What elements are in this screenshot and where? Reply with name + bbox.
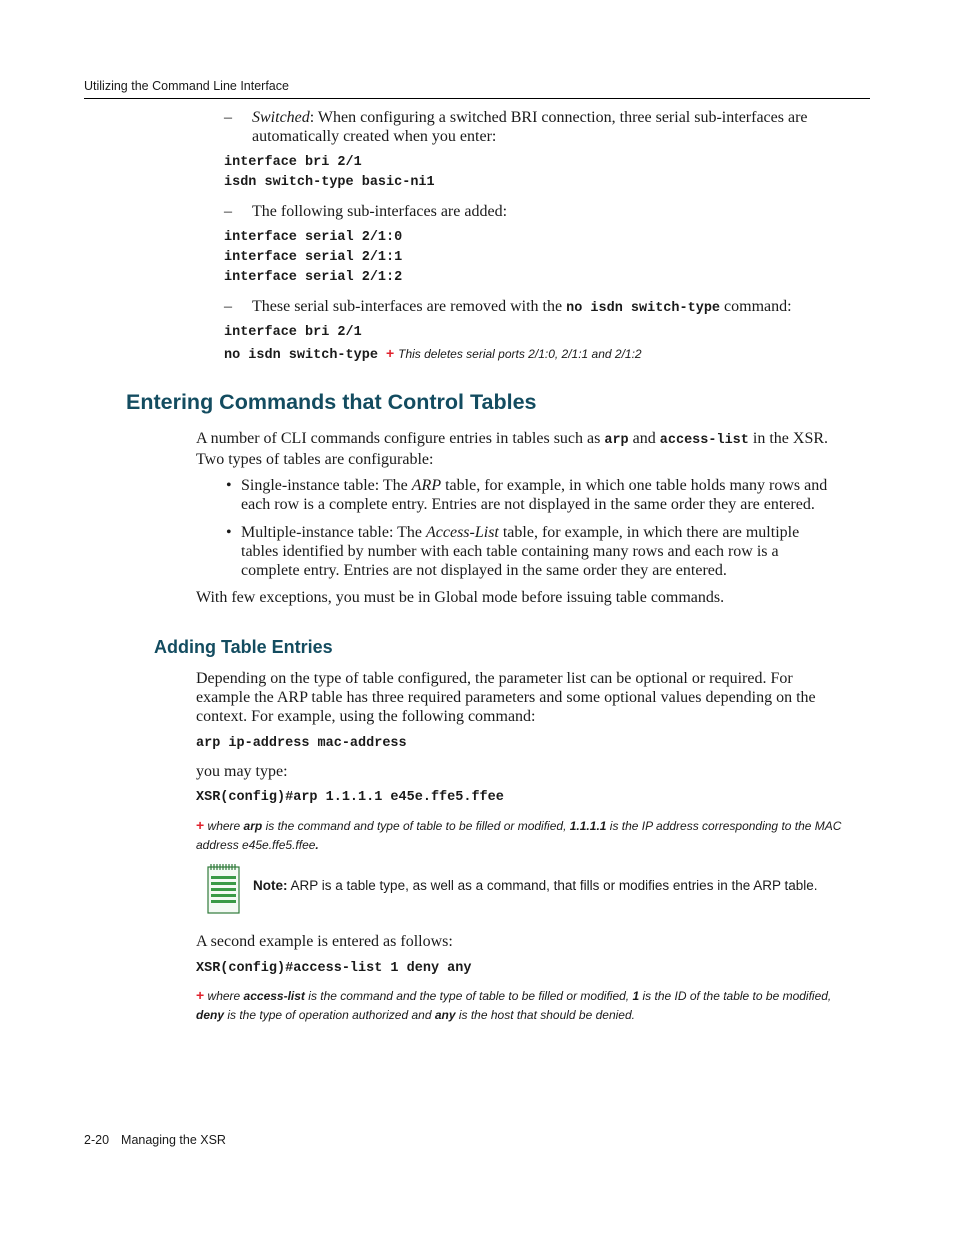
closing-paragraph: With few exceptions, you must be in Global mode before issuing table commands. [196,589,725,606]
code-line: interface bri 2/1 [224,155,362,170]
command-example: XSR(config)#arp 1.1.1.1 e45e.ffe5.ffee [196,790,504,805]
bullet-single-instance: Single-instance table: The ARP table, for example, in which one table holds many rows and each row is a complete entry. Entries are not displayed in the same order they are entered. [241,477,828,513]
second-example-text: A second example is entered as follows: [196,933,453,950]
page-footer [84,1133,226,1147]
switched-paragraph: Switched: When configuring a switched BRI connection, three serial sub-interfaces are automatically created when you enter: [252,109,808,145]
plus-marker: + [385,345,395,361]
code-line: interface serial 2/1:2 [224,270,403,285]
command-syntax: arp ip-address mac-address [196,736,407,751]
dash-marker: – [224,203,232,220]
dash-marker: – [224,298,232,315]
acl-annotation: + where access-list is the command and the type of table to be filled or modified, 1 is the ID of the table to be modified, deny is the type of operation authorized and any is the host that should be denied. [196,987,832,1022]
note-text: Note: ARP is a table type, as well as a command, that fills or modifies entries in the ARP table. [253,878,818,893]
inline-command: no isdn switch-type [566,301,721,316]
you-may-type: you may type: [196,763,288,780]
page-number: 2-20 [84,1133,110,1147]
code-line: interface bri 2/1 [224,325,362,340]
bullet-marker: • [226,477,232,494]
command-example-acl: XSR(config)#access-list 1 deny any [196,961,472,976]
footer-title: Managing the XSR [121,1133,226,1147]
header-rule [84,98,870,99]
subsection-heading: Adding Table Entries [154,637,333,657]
depending-paragraph: Depending on the type of table configured, the parameter list can be optional or required. For example the ARP table has three required parameters and some optional values depending on the context. For example, using the following command: [196,670,816,725]
arp-annotation: + where arp is the command and type of table to be filled or modified, 1.1.1.1 is the IP address corresponding to the MAC address e45e.ffe5.ffee. [196,817,842,852]
code-line: interface serial 2/1:1 [224,250,403,265]
section-heading: Entering Commands that Control Tables [126,390,537,414]
bullet-multiple-instance: Multiple-instance table: The Access-List table, for example, in which there are multiple tables identified by number with each table containing many rows and each row is a complete entry. Entries are not displayed in the same order they are entered. [241,524,800,579]
intro-paragraph: A number of CLI commands configure entries in tables such as arp and access-list in the XSR. Two types of tables are configurable: [196,430,829,468]
removed-text: These serial sub-interfaces are removed with the no isdn switch-type command: [252,298,792,316]
dash-marker: – [224,109,232,126]
code-line: isdn switch-type basic-ni1 [224,175,435,190]
added-text: The following sub-interfaces are added: [252,203,508,220]
bullet-marker: • [226,524,232,541]
code-line-with-note: no isdn switch-type + This deletes serial ports 2/1:0, 2/1:1 and 2/1:2 [224,345,642,363]
plus-marker: + [196,817,205,833]
inline-command: access-list [659,433,749,448]
code-annotation: This deletes serial ports 2/1:0, 2/1:1 and 2/1:2 [398,347,642,361]
code-line: interface serial 2/1:0 [224,230,403,245]
inline-command: arp [604,433,629,448]
switched-term: Switched [252,109,310,126]
running-header: Utilizing the Command Line Interface [84,79,289,93]
plus-marker: + [196,987,205,1003]
note-icon [205,863,241,915]
